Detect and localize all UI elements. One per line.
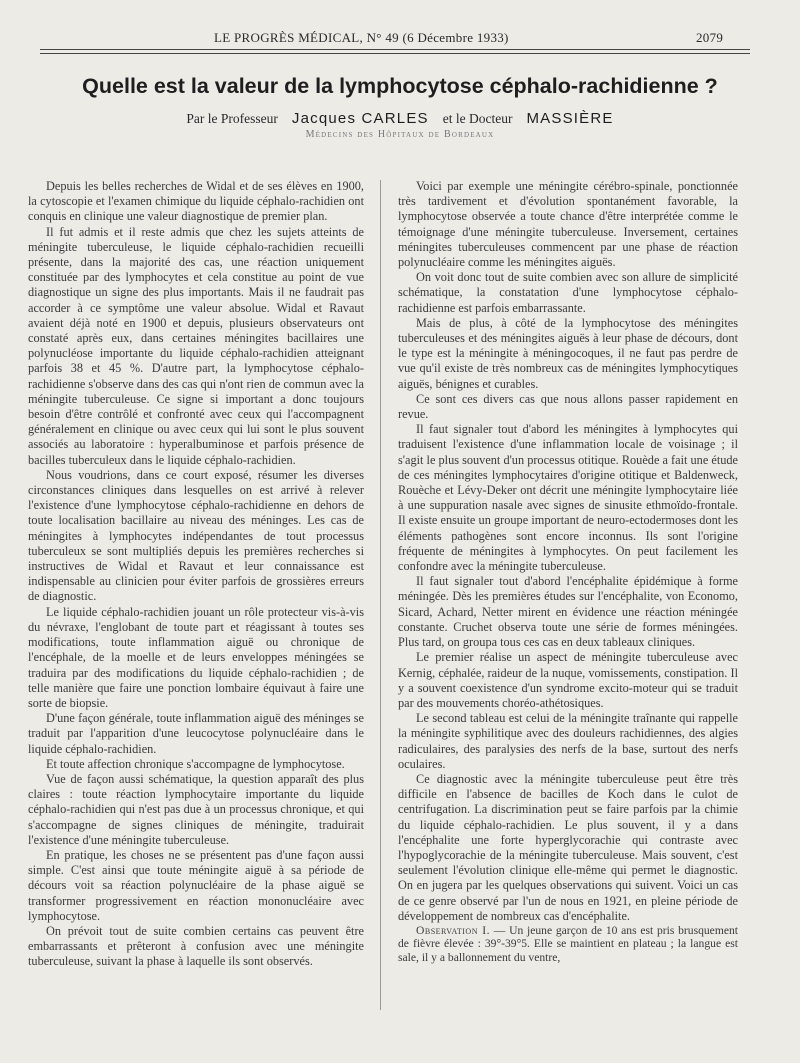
paragraph: Ce sont ces divers cas que nous allons passer rapidement en revue. [398,391,738,422]
paragraph: Le premier réalise un aspect de méningite tuberculeuse avec Kernig, céphalée, raideur de la nuque, vomissements, constipation. Il y a souvent coexistence d'un syndrome excito-moteur qui se traduit par des mouvements choréo-athétosiques. [398,650,738,710]
paragraph: Mais de plus, à côté de la lymphocytose des méningites tuberculeuses et des méningites aiguës à leur phase de décours, dont le type est la méningite à méningocoques, il ne faut pas perdre de vue qu'il existe de très nombreux cas de méningites lymphocytiques aiguës, bénignes et curables. [398,315,738,391]
page-number: 2079 [696,30,724,45]
running-head [0,30,800,50]
byline-prefix-1: Par le Professeur [186,111,278,126]
paragraph: Vue de façon aussi schématique, la question apparaît des plus claires : toute réaction lymphocytaire importante du liquide céphalo-rachidien qui n'est pas due à un processus chronique, et qui s'accompagne de signes cliniques de méningite, traduirait l'existence d'une méningite tuberculeuse. [28,771,364,847]
paragraph: En pratique, les choses ne se présentent pas d'une façon aussi simple. C'est ainsi que toute méningite aiguë à sa période de décours voit sa réaction polynucléaire de la phase aiguë se transformer progressivement en réaction mononucléaire avec lymphocytose. [28,847,364,923]
paragraph: Voici par exemple une méningite cérébro-spinale, ponctionnée très tardivement et d'évolution spontanément favorable, la lymphocytose observée a toute chance d'être interprétée comme le témoignage d'une méningite tuberculeuse. Inversement, certaines méningites tuberculeuses commencent par une phase de réaction polynucléaire comme les méningites aiguës. [398,179,738,270]
observation-paragraph [398,924,738,964]
paragraph: Nous voudrions, dans ce court exposé, résumer les diverses circonstances cliniques dans lesquelles on est arrivé à relever l'existence d'une lymphocytose céphalo-rachidienne en dehors de toute localisation bacillaire au niveau des méninges. Les cas de méningites à lymphocytes indépendantes de tout processus tuberculeux se sont multipliés depuis les premières recherches si instructives de Widal et Ravaut et leur connaissance est indispensable au clinicien pour éviter parfois de grossières erreurs de diagnostic. [28,467,364,604]
affiliation: Médecins des Hôpitaux de Bordeaux [305,129,495,140]
author-2: MASSIÈRE [526,110,614,127]
observation-heading: Observation I. [416,923,490,937]
paragraph: On voit donc tout de suite combien avec son allure de simplicité schématique, la constatation d'une lymphocytose céphalo-rachidienne est parfois embarrassante. [398,270,738,315]
observation-text: — Un jeune garçon de 10 ans est pris brusquement de fièvre élevée : 39°-39°5. Elle se maintient en plateau ; la langue est sale, il y a ballonnement du ventre, [398,923,739,964]
paragraph: Depuis les belles recherches de Widal et de ses élèves en 1900, la cytoscopie et l'examen chimique du liquide céphalo-rachidien ont conquis en clinique une valeur diagnostique de premier plan. [28,179,364,224]
left-column [28,179,364,970]
paragraph: Le liquide céphalo-rachidien jouant un rôle protecteur vis-à-vis du névraxe, l'englobant de toute part et réagissant à toutes ses modifications, toute inflammation aiguë ou chronique de l'encéphale, de la moelle et de leurs enveloppes méningées se traduira par des modifications du liquide céphalo-rachidien ; de telle manière que faire une ponction lombaire équivaut à faire une sorte de biopsie. [28,604,364,710]
right-column [398,179,738,964]
paragraph: Ce diagnostic avec la méningite tuberculeuse peut être très difficile en l'absence de bacilles de Koch dans le culot de centrifugation. La discrimination peut se faire parfois par la chimie du liquide céphalo-rachidien. Le plus souvent, il y a dans l'encéphalite une forte hyperglycorachie qui contraste avec l'hypoglycorachie de la méningite tuberculeuse. Mais souvent, c'est seulement l'évolution clinique elle-même qui permet le diagnostic. On en jugera par les quelques observations qui suivent. Voici un cas de ce genre observé par l'un de nous en 1921, en pleine période de développement de nombreux cas d'encéphalite. [398,771,738,923]
byline-prefix-2: et le Docteur [442,111,513,126]
paragraph: Le second tableau est celui de la méningite traînante qui rappelle la méningite syphilitique avec des douleurs rachidiennes, des algies radiculaires, des paralysies des nerfs de la base, surtout des nerfs oculaires. [398,711,738,771]
paragraph: Et toute affection chronique s'accompagne de lymphocytose. [46,756,345,771]
byline [0,110,800,127]
paragraph: D'une façon générale, toute inflammation aiguë des méninges se traduit par l'apparition d'une leucocytose polynucléaire dans le liquide céphalo-rachidien. [28,711,364,756]
paragraph: Il fut admis et il reste admis que chez les sujets atteints de méningite tuberculeuse, le liquide céphalo-rachidien recueilli présente, dans la majorité des cas, une réaction uniquement constituée par des lymphocytes et cela constitue au point de vue diagnostique un signe des plus importants. Mais il ne faudrait pas accorder à ce symptôme une valeur absolue. Widal et Ravaut avaient déjà noté en 1900 et depuis, plusieurs observateurs ont constaté après eux, dans certaines méningites bacillaires une polynucléose importante du liquide céphalo-rachidien atteignant parfois 38 et 45 %. D'autre part, la lymphocytose céphalo-rachidienne s'observe dans des cas qui n'ont rien de commun avec la méningite tuberculeuse. Ce signe si important a donc toujours besoin d'être contrôlé et confronté avec ceux qui l'accompagnent généralement en clinique ou avec ceux qui lui sont le plus souvent associés au laboratoire : hyperalbuminose et parfois présence de bacilles tuberculeux dans le liquide céphalo-rachidien. [28,224,364,467]
paragraph: Il faut signaler tout d'abord les méningites à lymphocytes qui traduisent l'existence d'une inflammation locale de voisinage ; il s'agit le plus souvent d'un processus otitique. Rouède a fait une étude de ces méningites lymphocytaires d'origine otitique et Baldenweck, Rouèche et Lévy-Deker ont décrit une méningite lymphocytaire liée à une suppuration nasale avec signes de sinusite ethmoïdo-frontale. Il existe ensuite un groupe important de neuro-ectodermoses dont les éléments pathogènes sont encore inconnus. Ils sont l'origine fréquente de méningites à lymphocytes. On peut facilement les confondre avec la méningite tuberculeuse. [398,422,738,574]
author-1: Jacques CARLES [291,110,429,127]
header-rule-double [40,53,750,54]
paragraph: Il faut signaler tout d'abord l'encéphalite épidémique à forme méningée. Dès les premières études sur l'encéphalite, von Economo, Sicard, Achard, Netter mirent en évidence une réaction méningée constante. Cruchet observa toute une série de formes méningées. Plus tard, on groupa tous ces cas en deux tableaux cliniques. [398,574,738,650]
paragraph: On prévoit tout de suite combien certains cas peuvent être embarrassants et prêteront à confusion avec une méningite tuberculeuse, suivant la phase à laquelle ils sont observés. [28,923,364,969]
article-title: Quelle est la valeur de la lymphocytose céphalo-rachidienne ? [82,74,718,98]
header-rule [40,49,750,50]
journal-header: LE PROGRÈS MÉDICAL, N° 49 (6 Décembre 1933) [214,30,509,45]
column-divider [380,180,381,1010]
